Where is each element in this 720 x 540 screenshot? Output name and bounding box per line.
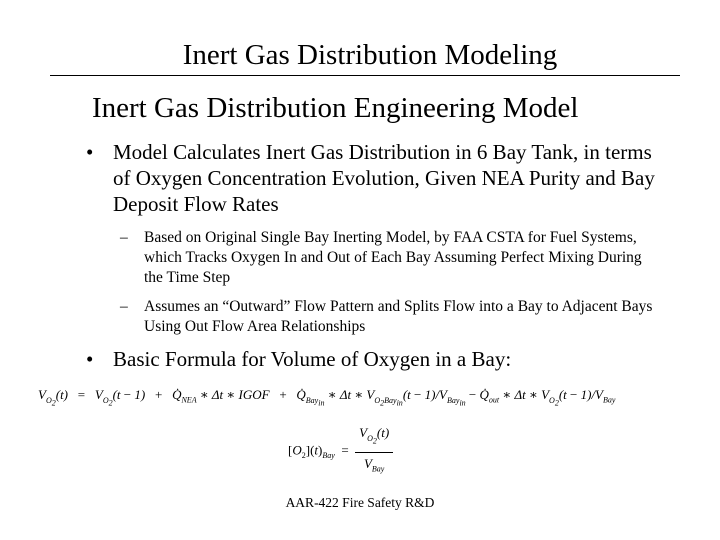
bullet-marker: • [86, 140, 94, 164]
subbullet-marker: – [120, 298, 128, 315]
subbullet-text: Based on Original Single Bay Inerting Model, by FAA CSTA for Fuel Systems, which Tracks Oxygen In and Out of Each Bay Assuming Perfect Mixing During the Time Step [144, 229, 642, 286]
bullet-marker: • [86, 347, 94, 371]
subbullet-marker: – [120, 229, 128, 246]
oxygen-volume-equation: $V_{O_2}(t) = V_{O_2}(t - 1)$ + $Q̇_{NEA}$ ∗ Δt ∗ IGOF + $Q̇_{Bay_{in}}$ ∗ Δt ∗ $V_{O_2Bay_{in}}(t - 1)/V_{Bay_{in}}$ − $Q̇_{out}$ ∗ Δt ∗ $V_{O_2}(t - 1)/V_{Bay}$ [38, 387, 616, 408]
bullet-text: Model Calculates Inert Gas Distribution in 6 Bay Tank, in terms of Oxygen Concentration Evolution, Given NEA Purity and Bay Deposit Flow Rates [113, 140, 655, 216]
slide-title: Inert Gas Distribution Modeling [182, 39, 558, 71]
bullet-text: Basic Formula for Volume of Oxygen in a Bay: [113, 347, 512, 371]
title-divider [50, 75, 680, 76]
concentration-fraction: $\frac{V_{O_2}(t)}{V_{Bay}}$ [355, 425, 393, 478]
slide-footer: AAR-422 Fire Safety R&D [285, 495, 435, 510]
slide-subtitle: Inert Gas Distribution Engineering Model [92, 92, 579, 124]
subbullet-text: Assumes an “Outward” Flow Pattern and Splits Flow into a Bay to Adjacent Bays Using Out Flow Area Relationships [144, 298, 653, 335]
oxygen-concentration-equation: $[O_2](t)_{Bay}$ = $\frac{V_{O_2}(t)}{V_{Bay}}$ [288, 425, 393, 478]
